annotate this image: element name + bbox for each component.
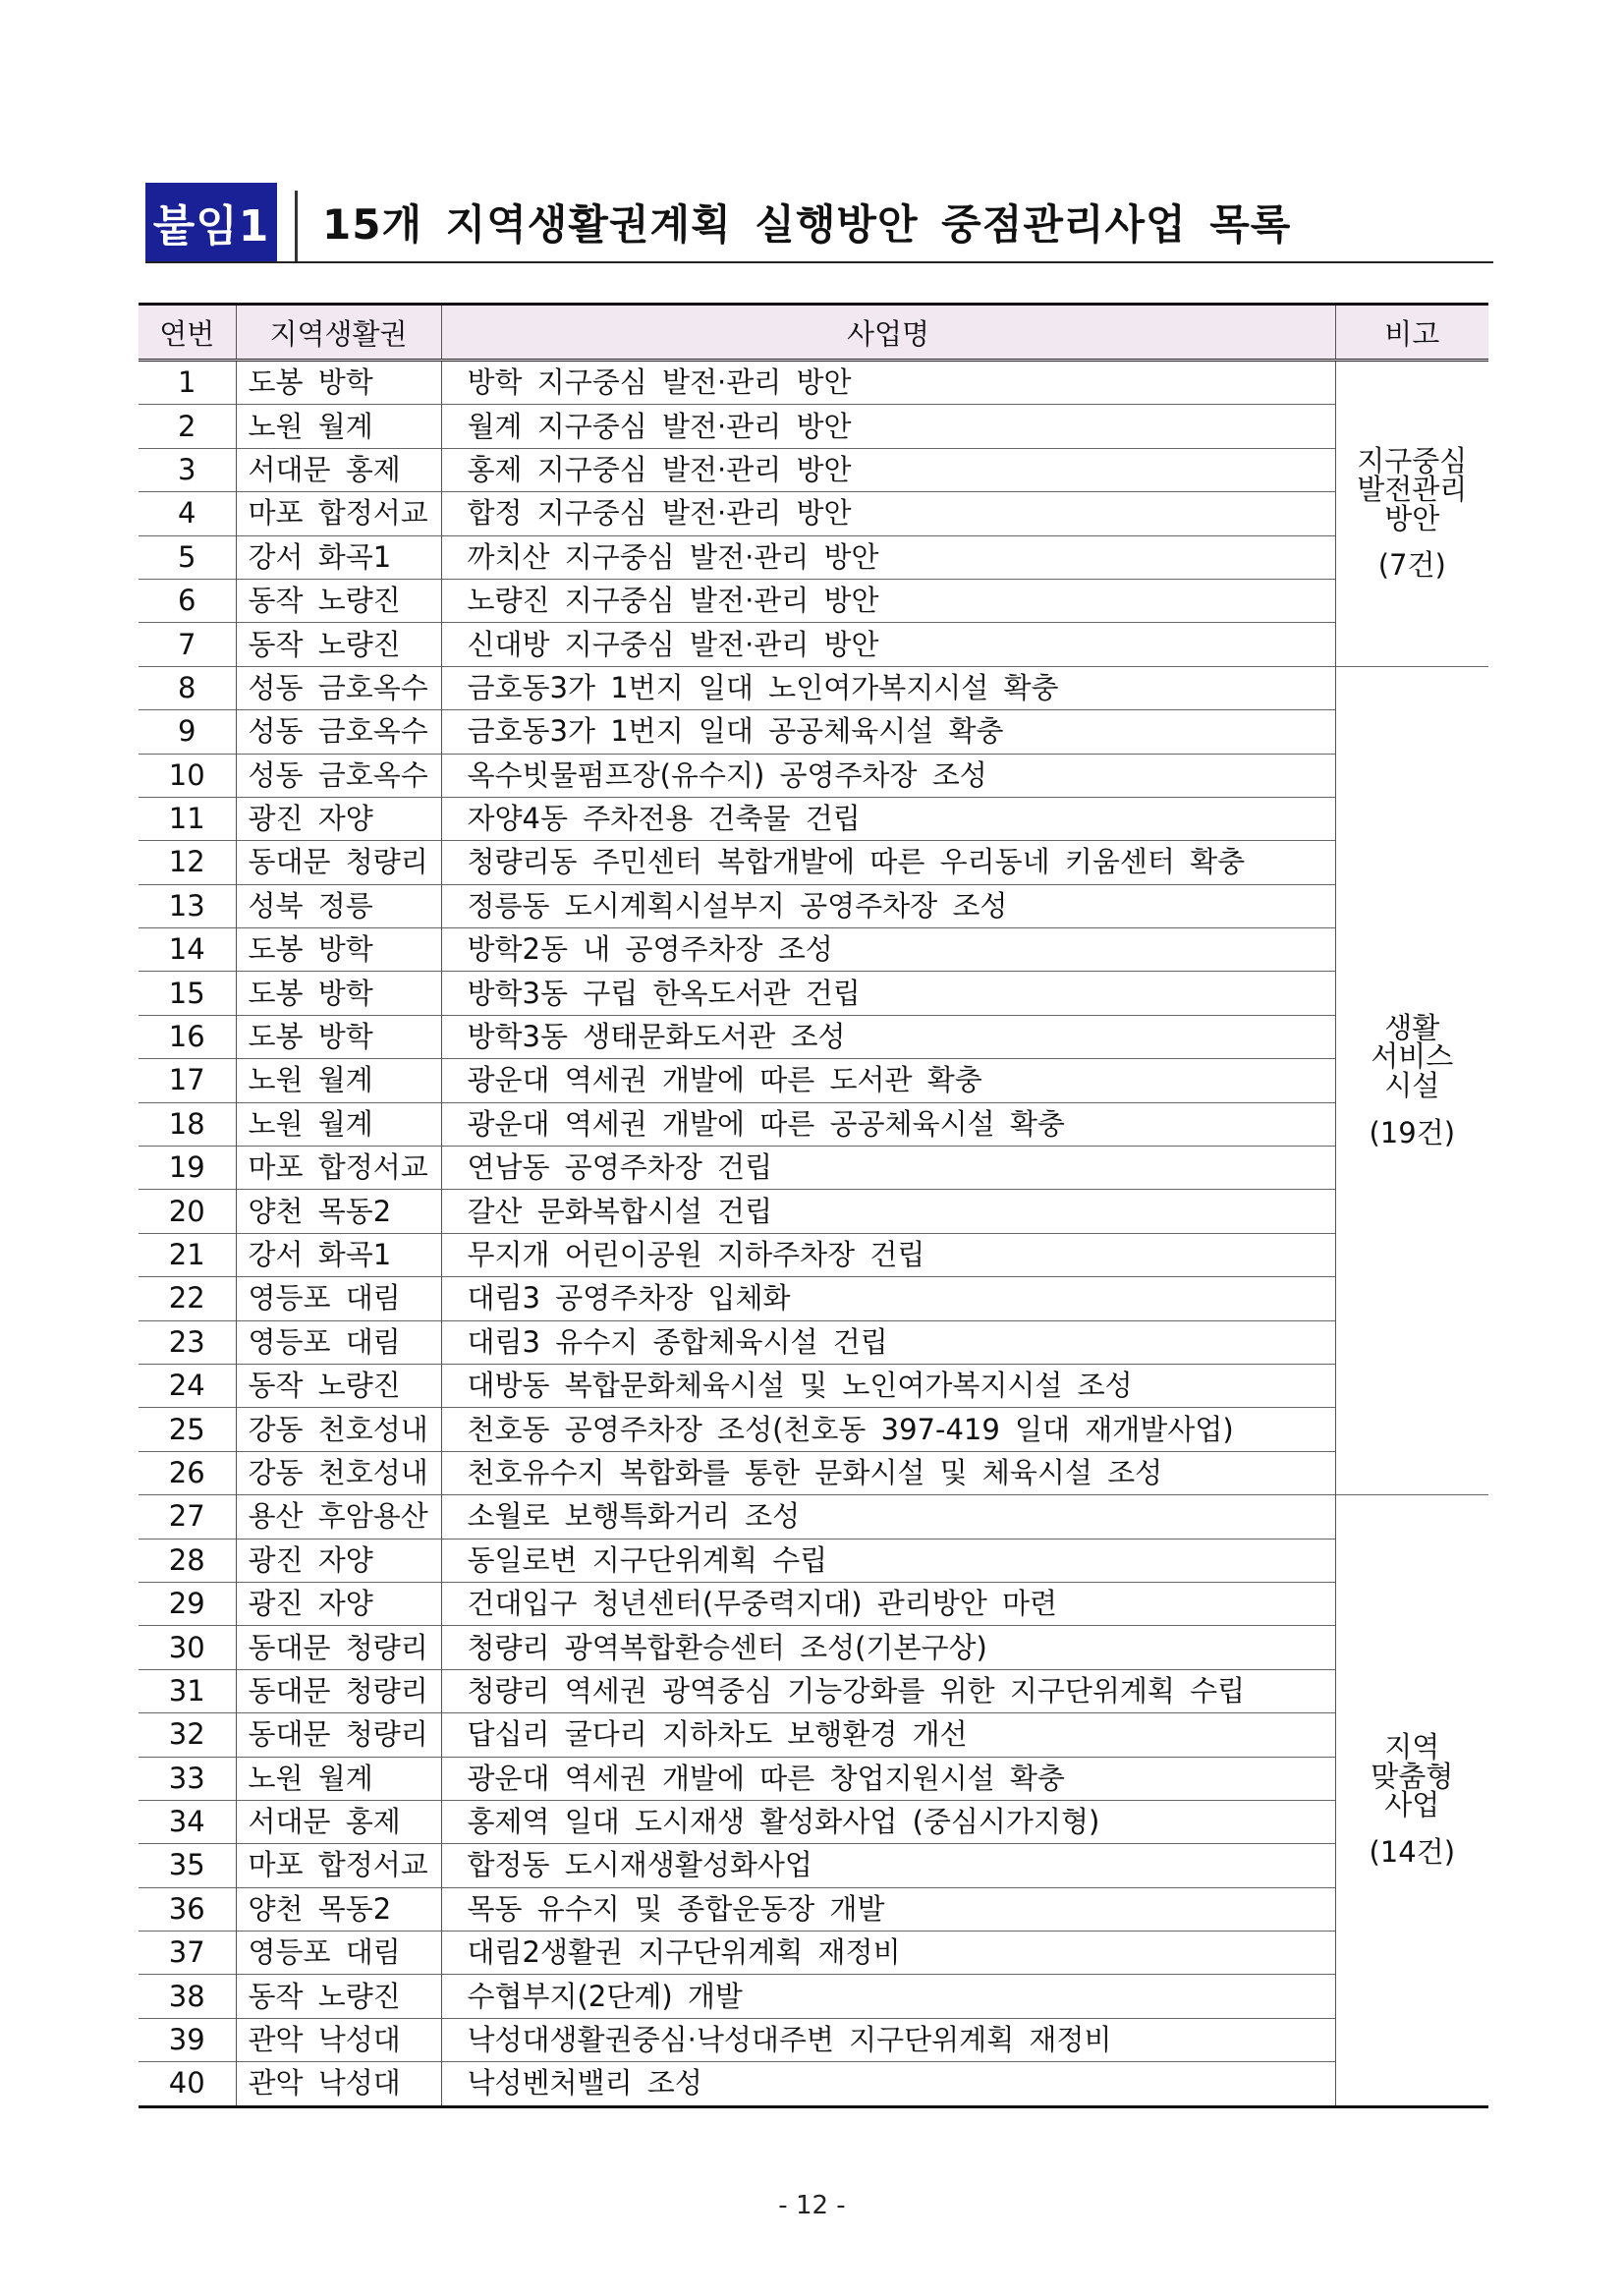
table-row [139,884,1488,927]
table-row [139,2018,1488,2061]
row-number: 31 [139,1669,236,1712]
row-project-name: 청량리 광역복합환승센터 조성(기본구상) [441,1626,1335,1669]
row-project-name: 방학3동 구립 한옥도서관 건립 [441,972,1335,1015]
group-label-line: 서비스 [1371,1039,1454,1074]
row-number: 25 [139,1408,236,1451]
row-project-name: 수협부지(2단계) 개발 [441,1975,1335,2018]
row-region: 성동 금호옥수 [236,754,441,797]
row-region: 노원 월계 [236,1059,441,1102]
row-region: 성동 금호옥수 [236,710,441,754]
table-row [139,361,1488,405]
row-project-name: 답십리 굴다리 지하차도 보행환경 개선 [441,1713,1335,1757]
table-row [139,1975,1488,2018]
row-region: 마포 합정서교 [236,1147,441,1190]
row-project-name: 방학 지구중심 발전·관리 방안 [441,361,1335,405]
page-heading [145,183,1493,263]
table-row [139,1669,1488,1712]
row-number: 16 [139,1015,236,1058]
row-project-name: 까치산 지구중심 발전·관리 방안 [441,535,1335,579]
row-region: 도봉 방학 [236,1015,441,1058]
project-table [139,303,1488,2108]
table-row [139,1495,1488,1539]
table-row [139,2062,1488,2106]
row-project-name: 홍제역 일대 도시재생 활성화사업 (중심시가지형) [441,1800,1335,1843]
row-project-name: 노량진 지구중심 발전·관리 방안 [441,579,1335,622]
row-region: 강서 화곡1 [236,1233,441,1276]
row-project-name: 대방동 복합문화체육시설 및 노인여가복지시설 조성 [441,1364,1335,1407]
row-project-name: 건대입구 청년센터(무중력지대) 관리방안 마련 [441,1582,1335,1625]
row-number: 38 [139,1975,236,2018]
row-number: 32 [139,1713,236,1757]
table-row [139,1757,1488,1800]
group-count: (14건) [1369,1834,1456,1869]
row-number: 19 [139,1147,236,1190]
group-label-line: 생활 [1384,1010,1440,1044]
table-row [139,405,1488,448]
table-row [139,1233,1488,1276]
row-region: 양천 목동2 [236,1190,441,1233]
row-region: 양천 목동2 [236,1887,441,1931]
table-header-row [139,305,1488,361]
group-label-line: 방안 [1384,501,1440,535]
table-row [139,1364,1488,1407]
row-region: 관악 낙성대 [236,2018,441,2061]
row-region: 노원 월계 [236,1102,441,1146]
table-row [139,1059,1488,1102]
table-row [139,972,1488,1015]
row-project-name: 청량리 역세권 광역중심 기능강화를 위한 지구단위계획 수립 [441,1669,1335,1712]
row-number: 11 [139,797,236,840]
table-row [139,1277,1488,1320]
row-project-name: 방학3동 생태문화도서관 조성 [441,1015,1335,1058]
row-project-name: 정릉동 도시계획시설부지 공영주차장 조성 [441,884,1335,927]
table-row [139,1190,1488,1233]
row-region: 동대문 청량리 [236,841,441,884]
table-row [139,1932,1488,1975]
group-note [1335,361,1488,667]
row-region: 용산 후암용산 [236,1495,441,1539]
row-number: 9 [139,710,236,754]
table-body [139,361,1488,2107]
row-region: 서대문 홍제 [236,448,441,491]
row-region: 영등포 대림 [236,1932,441,1975]
table-row [139,623,1488,666]
row-region: 노원 월계 [236,1757,441,1800]
header-project-name: 사업명 [441,305,1335,361]
table-row [139,1147,1488,1190]
row-number: 39 [139,2018,236,2061]
group-note [1335,1495,1488,2106]
row-number: 4 [139,492,236,535]
row-project-name: 천호유수지 복합화를 통한 문화시설 및 체육시설 조성 [441,1451,1335,1494]
row-number: 7 [139,623,236,666]
row-number: 34 [139,1800,236,1843]
row-region: 서대문 홍제 [236,1800,441,1843]
table-row [139,1320,1488,1364]
row-project-name: 광운대 역세권 개발에 따른 공공체육시설 확충 [441,1102,1335,1146]
row-project-name: 낙성대생활권중심·낙성대주변 지구단위계획 재정비 [441,2018,1335,2061]
table-row [139,1713,1488,1757]
table-row [139,1539,1488,1582]
row-project-name: 천호동 공영주차장 조성(천호동 397-419 일대 재개발사업) [441,1408,1335,1451]
table-row [139,666,1488,709]
row-region: 동대문 청량리 [236,1626,441,1669]
header-no: 연번 [139,305,236,361]
row-region: 동대문 청량리 [236,1669,441,1712]
table-row [139,797,1488,840]
row-number: 15 [139,972,236,1015]
row-number: 12 [139,841,236,884]
row-project-name: 대림3 공영주차장 입체화 [441,1277,1335,1320]
row-number: 13 [139,884,236,927]
group-count: (7건) [1377,548,1446,583]
row-number: 40 [139,2062,236,2106]
row-project-name: 동일로변 지구단위계획 수립 [441,1539,1335,1582]
row-project-name: 옥수빗물펌프장(유수지) 공영주차장 조성 [441,754,1335,797]
page-title: 15개 지역생활권계획 실행방안 중점관리사업 목록 [322,200,1292,249]
row-project-name: 대림3 유수지 종합체육시설 건립 [441,1320,1335,1364]
row-number: 26 [139,1451,236,1494]
row-project-name: 신대방 지구중심 발전·관리 방안 [441,623,1335,666]
table-row [139,535,1488,579]
row-number: 30 [139,1626,236,1669]
row-region: 동작 노량진 [236,579,441,622]
row-region: 도봉 방학 [236,972,441,1015]
row-number: 36 [139,1887,236,1931]
row-number: 5 [139,535,236,579]
row-number: 29 [139,1582,236,1625]
row-region: 도봉 방학 [236,361,441,405]
header-region: 지역생활권 [236,305,441,361]
row-project-name: 목동 유수지 및 종합운동장 개발 [441,1887,1335,1931]
row-project-name: 합정 지구중심 발전·관리 방안 [441,492,1335,535]
row-region: 동대문 청량리 [236,1713,441,1757]
row-project-name: 무지개 어린이공원 지하주차장 건립 [441,1233,1335,1276]
row-number: 23 [139,1320,236,1364]
row-project-name: 연남동 공영주차장 건립 [441,1147,1335,1190]
row-project-name: 갈산 문화복합시설 건립 [441,1190,1335,1233]
group-label-line: 지역 [1384,1730,1440,1764]
row-project-name: 자양4동 주차전용 건축물 건립 [441,797,1335,840]
row-number: 24 [139,1364,236,1407]
row-number: 6 [139,579,236,622]
table-row [139,841,1488,884]
row-region: 성북 정릉 [236,884,441,927]
row-project-name: 월계 지구중심 발전·관리 방안 [441,405,1335,448]
row-number: 35 [139,1844,236,1887]
row-region: 노원 월계 [236,405,441,448]
page-number: - 12 - [778,2191,846,2220]
group-label-line: 발전관리 [1357,473,1468,507]
table-row [139,1451,1488,1494]
row-project-name: 금호동3가 1번지 일대 노인여가복지시설 확충 [441,666,1335,709]
attachment-badge: 붙임1 [145,183,277,261]
table-row [139,1408,1488,1451]
row-region: 영등포 대림 [236,1320,441,1364]
row-region: 동작 노량진 [236,1364,441,1407]
row-number: 1 [139,361,236,405]
table-row [139,1800,1488,1843]
heading-divider [295,191,298,261]
row-region: 동작 노량진 [236,623,441,666]
row-region: 광진 자양 [236,797,441,840]
row-number: 27 [139,1495,236,1539]
row-number: 10 [139,754,236,797]
row-project-name: 낙성벤처밸리 조성 [441,2062,1335,2106]
row-number: 17 [139,1059,236,1102]
table-row [139,1582,1488,1625]
row-region: 강동 천호성내 [236,1408,441,1451]
row-number: 22 [139,1277,236,1320]
row-region: 마포 합정서교 [236,492,441,535]
group-note [1335,666,1488,1494]
row-region: 성동 금호옥수 [236,666,441,709]
row-project-name: 금호동3가 1번지 일대 공공체육시설 확충 [441,710,1335,754]
table-row [139,710,1488,754]
group-label-line: 시설 [1384,1068,1440,1102]
table-row [139,928,1488,972]
row-number: 2 [139,405,236,448]
row-number: 21 [139,1233,236,1276]
row-number: 3 [139,448,236,491]
row-project-name: 대림2생활권 지구단위계획 재정비 [441,1932,1335,1975]
row-region: 관악 낙성대 [236,2062,441,2106]
group-label-line: 사업 [1384,1788,1440,1822]
row-region: 강동 천호성내 [236,1451,441,1494]
table-row [139,1626,1488,1669]
row-region: 광진 자양 [236,1539,441,1582]
table-row [139,492,1488,535]
table-row [139,1844,1488,1887]
group-label-line: 맞춤형 [1371,1759,1454,1793]
table-row [139,579,1488,622]
row-number: 14 [139,928,236,972]
row-number: 20 [139,1190,236,1233]
row-region: 마포 합정서교 [236,1844,441,1887]
row-project-name: 홍제 지구중심 발전·관리 방안 [441,448,1335,491]
header-note: 비고 [1335,305,1488,361]
table-row [139,448,1488,491]
group-label-line: 지구중심 [1357,443,1468,477]
row-region: 영등포 대림 [236,1277,441,1320]
table-row [139,1015,1488,1058]
row-project-name: 광운대 역세권 개발에 따른 도서관 확충 [441,1059,1335,1102]
row-number: 18 [139,1102,236,1146]
row-project-name: 소월로 보행특화거리 조성 [441,1495,1335,1539]
row-number: 28 [139,1539,236,1582]
row-project-name: 방학2동 내 공영주차장 조성 [441,928,1335,972]
group-count: (19건) [1369,1115,1456,1149]
row-region: 도봉 방학 [236,928,441,972]
row-number: 8 [139,666,236,709]
row-project-name: 광운대 역세권 개발에 따른 창업지원시설 확충 [441,1757,1335,1800]
row-region: 동작 노량진 [236,1975,441,2018]
row-region: 광진 자양 [236,1582,441,1625]
table-row [139,754,1488,797]
row-project-name: 합정동 도시재생활성화사업 [441,1844,1335,1887]
table-row [139,1887,1488,1931]
row-number: 33 [139,1757,236,1800]
table-row [139,1102,1488,1146]
row-project-name: 청량리동 주민센터 복합개발에 따른 우리동네 키움센터 확충 [441,841,1335,884]
row-number: 37 [139,1932,236,1975]
row-region: 강서 화곡1 [236,535,441,579]
